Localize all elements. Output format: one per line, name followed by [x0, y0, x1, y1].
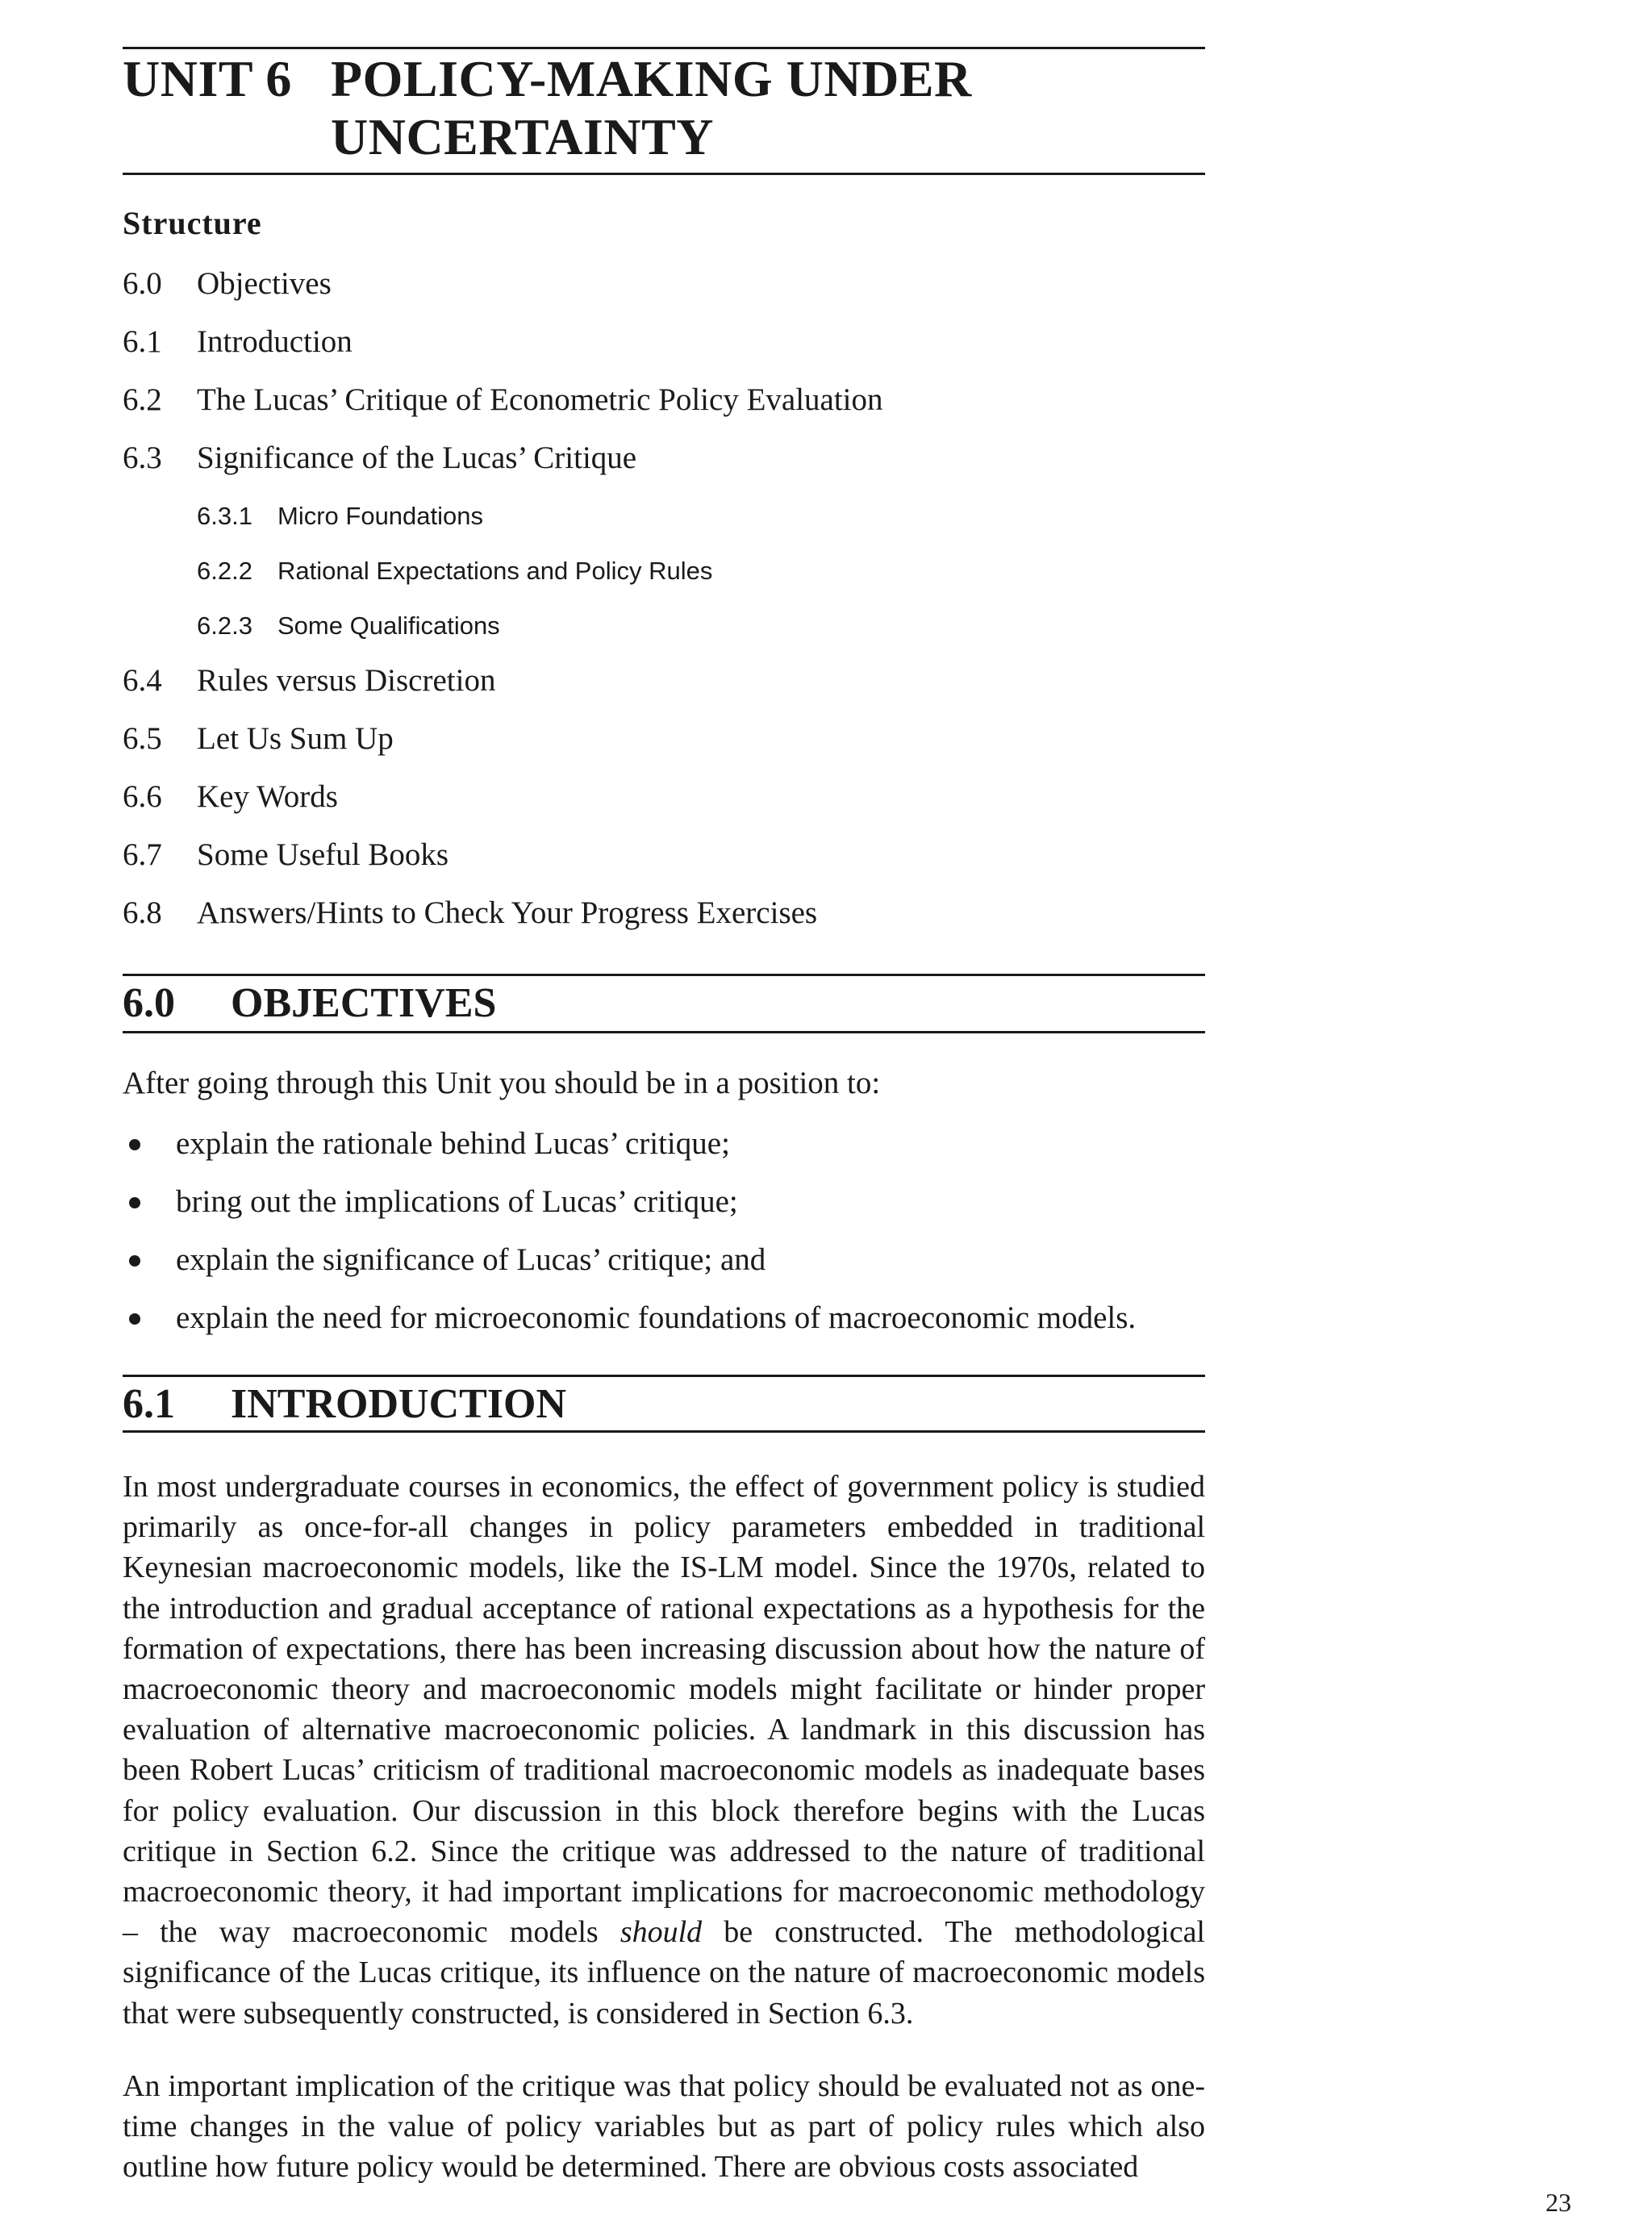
list-item [123, 1237, 1212, 1296]
toc-subitem-number: 6.2.2 [197, 557, 252, 585]
toc-subitem-number: 6.3.1 [197, 502, 252, 530]
toc-item [123, 376, 1171, 434]
paragraph-text: be constructed. The methodological significance of the Lucas critique, its influence on the nature of macroeconomic models that were subsequently constructed, is considered in Section 6.3. [123, 1915, 1205, 2030]
bullet-icon [129, 1313, 140, 1325]
toc-item-number: 6.2 [123, 382, 162, 417]
introduction-paragraph-1 [123, 1467, 1205, 2034]
objectives-top-rule [123, 974, 1205, 976]
toc-item-number: 6.0 [123, 266, 162, 301]
toc-item-label: Introduction [197, 324, 353, 359]
bullet-icon [129, 1139, 140, 1150]
toc-subitem [123, 547, 1171, 602]
toc-item-label: Key Words [197, 779, 338, 814]
list-item [123, 1179, 1212, 1237]
toc-item-number: 6.7 [123, 837, 162, 872]
objectives-intro: After going through this Unit you should be in a position to: [123, 1066, 881, 1100]
toc-item [123, 889, 1171, 947]
section-number: 6.0 [123, 980, 175, 1026]
toc-item-label: Rules versus Discretion [197, 663, 496, 698]
toc-item-number: 6.4 [123, 663, 162, 698]
top-rule [123, 47, 1205, 49]
section-title: INTRODUCTION [231, 1381, 567, 1427]
toc-item [123, 715, 1171, 773]
toc-item-number: 6.3 [123, 440, 162, 475]
unit-title-line1: POLICY-MAKING UNDER [331, 50, 972, 107]
toc-item [123, 657, 1171, 715]
toc-subitem-label: Some Qualifications [277, 611, 500, 640]
introduction-bottom-rule [123, 1430, 1205, 1433]
emphasis-text: should [620, 1915, 703, 1950]
toc-item [123, 318, 1171, 376]
bullet-icon [129, 1255, 140, 1267]
bullet-icon [129, 1197, 140, 1208]
list-item-text: explain the significance of Lucas’ critique; and [176, 1242, 766, 1277]
unit-title [331, 50, 1137, 166]
toc-item [123, 260, 1171, 318]
toc-item-number: 6.5 [123, 721, 162, 756]
toc-item-label: Let Us Sum Up [197, 721, 394, 756]
objectives-bottom-rule [123, 1031, 1205, 1033]
list-item-text: bring out the implications of Lucas’ critique; [176, 1184, 738, 1219]
unit-title-line2: UNCERTAINTY [331, 108, 714, 165]
list-item-text: explain the need for microeconomic foundations of macroeconomic models. [176, 1300, 1137, 1335]
unit-heading-bottom-rule [123, 173, 1205, 175]
toc-item [123, 434, 1171, 492]
structure-heading: Structure [123, 205, 262, 241]
toc-item-number: 6.1 [123, 324, 162, 359]
toc-subitem [123, 492, 1171, 547]
paragraph-text: An important implication of the critique was that policy should be evaluated not as one-time changes in the value of policy variables but as part of policy rules which also outline how future policy would be determined. There are obvious costs associated [123, 2069, 1205, 2185]
list-item [123, 1121, 1212, 1179]
toc-item-label: Some Useful Books [197, 837, 448, 872]
table-of-contents [123, 260, 1171, 947]
objectives-list [123, 1121, 1212, 1354]
toc-subitem-label: Rational Expectations and Policy Rules [277, 557, 713, 585]
introduction-paragraph-2 [123, 2066, 1205, 2188]
toc-subitem-label: Micro Foundations [277, 502, 484, 530]
toc-subitem-number: 6.2.3 [197, 611, 252, 640]
toc-item-label: Objectives [197, 266, 332, 301]
toc-item-label: Significance of the Lucas’ Critique [197, 440, 637, 475]
toc-item [123, 831, 1171, 889]
list-item [123, 1296, 1212, 1354]
page-number: 23 [1546, 2188, 1571, 2217]
toc-item-number: 6.8 [123, 895, 162, 930]
section-number: 6.1 [123, 1381, 175, 1427]
section-title: OBJECTIVES [231, 980, 497, 1026]
introduction-top-rule [123, 1375, 1205, 1377]
toc-item-label: The Lucas’ Critique of Econometric Policy Evaluation [197, 382, 883, 417]
toc-item [123, 773, 1171, 831]
unit-number: UNIT 6 [123, 50, 292, 107]
toc-item-label: Answers/Hints to Check Your Progress Exercises [197, 895, 818, 930]
toc-subitem [123, 602, 1171, 657]
paragraph-text: In most undergraduate courses in economics, the effect of government policy is studied primarily as once-for-all changes in policy parameters embedded in traditional Keynesian macroeconomic models, like the IS-LM model. Since the 1970s, related to the introduction and gradual acceptance of rational expectations as a hypothesis for the formation of expectations, there has been increasing discussion about how the nature of macroeconomic theory and macroeconomic models might facilitate or hinder proper evaluation of alternative macroeconomic policies. A landmark in this discussion has been Robert Lucas’ criticism of traditional macroeconomic models as inadequate bases for policy evaluation. Our discussion in this block therefore begins with the Lucas critique in Section 6.2. Since the critique was addressed to the nature of traditional macroeconomic theory, it had important implications for macroeconomic methodology – the way macroeconomic models [123, 1470, 1205, 1950]
list-item-text: explain the rationale behind Lucas’ critique; [176, 1126, 730, 1161]
toc-item-number: 6.6 [123, 779, 162, 814]
